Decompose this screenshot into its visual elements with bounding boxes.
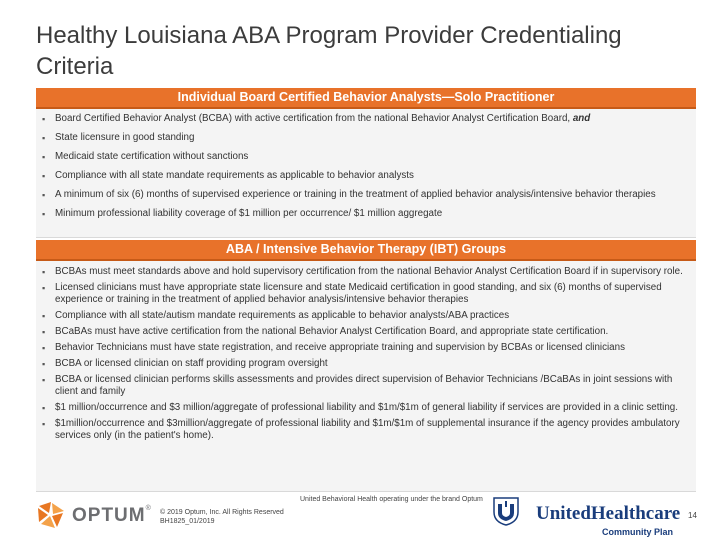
- uhc-community-plan: Community Plan: [602, 527, 674, 537]
- uhc-wordmark: UnitedHealthcare: [536, 503, 681, 524]
- copyright-block: [160, 508, 284, 526]
- list-item: ▪ BCBA or licensed clinician performs skills assessments and provides direct supervision of Behavior Technicians /BCaBAs in joint sessions with client and family: [36, 374, 696, 398]
- optum-logo: [36, 500, 156, 530]
- list-item: ▪ A minimum of six (6) months of supervised experience or training in the treatment of applied behavior analysis/intensive behavior therapies: [36, 189, 696, 201]
- list-item: ▪ Compliance with all state mandate requirements as applicable to behavior analysts: [36, 170, 696, 182]
- unitedhealthcare-logo: [490, 496, 710, 538]
- slide-title: Healthy Louisiana ABA Program Provider Credentialing Criteria: [36, 22, 622, 80]
- list-item: ▪ Medicaid state certification without sanctions: [36, 151, 696, 163]
- optum-wordmark: OPTUM: [72, 505, 146, 526]
- list-item: ▪ Board Certified Behavior Analyst (BCBA) with active certification from the national Behavior Analyst Certification Board, and: [36, 113, 696, 125]
- list-item: ▪ $1million/occurrence and $3million/aggregate of professional liability and $1m/$1m of supplemental insurance if the agency provides ambulatory services only (in the patient's home).: [36, 418, 696, 442]
- list-item: ▪ State licensure in good standing: [36, 132, 696, 144]
- list-item: ▪ Behavior Technicians must have state registration, and receive appropriate training and supervision by BCBAs or licensed clinicians: [36, 342, 696, 354]
- section-heading-ibt-groups: ABA / Intensive Behavior Therapy (IBT) Groups: [36, 240, 696, 261]
- list-item: ▪ $1 million/occurrence and $3 million/aggregate of professional liability and $1m/$1m of general liability if services are provided in a clinic setting.: [36, 402, 696, 414]
- list-item: ▪ Licensed clinicians must have appropriate state licensure and state Medicaid certification in good standing, and six (6) months of supervised experience or training in the treatment of applied behavior analysis/intensive behavior therapies: [36, 282, 696, 306]
- list-item: ▪ BCBAs must meet standards above and hold supervisory certification from the national Behavior Analyst Certification Board if in supervisory role.: [36, 266, 696, 278]
- operating-brand-note: United Behavioral Health operating under the brand Optum: [300, 496, 483, 503]
- emphasis-and: and: [572, 113, 591, 124]
- list-item: ▪ Minimum professional liability coverage of $1 million per occurrence/ $1 million aggregate: [36, 208, 696, 220]
- uhc-shield-icon: [492, 496, 520, 526]
- ibt-groups-criteria-list: [36, 266, 696, 442]
- page-number: 14: [688, 511, 697, 520]
- ibt-groups-criteria-panel: [36, 261, 696, 492]
- solo-practitioner-criteria-list: [36, 113, 696, 220]
- document-code: BH1825_01/2019: [160, 518, 215, 525]
- list-item: ▪ Compliance with all state/autism mandate requirements as applicable to behavior analysts/ABA practices: [36, 310, 696, 322]
- section-heading-solo-practitioner: Individual Board Certified Behavior Analysts—Solo Practitioner: [36, 88, 696, 109]
- registered-mark: ®: [145, 505, 152, 512]
- list-item: ▪ BCaBAs must have active certification from the national Behavior Analyst Certification Board, and appropriate state certification.: [36, 326, 696, 338]
- solo-practitioner-criteria-panel: [36, 109, 696, 238]
- copyright-line: © 2019 Optum, Inc. All Rights Reserved: [160, 509, 284, 516]
- list-item: ▪ BCBA or licensed clinician on staff providing program oversight: [36, 358, 696, 370]
- optum-mark-icon: [36, 500, 66, 530]
